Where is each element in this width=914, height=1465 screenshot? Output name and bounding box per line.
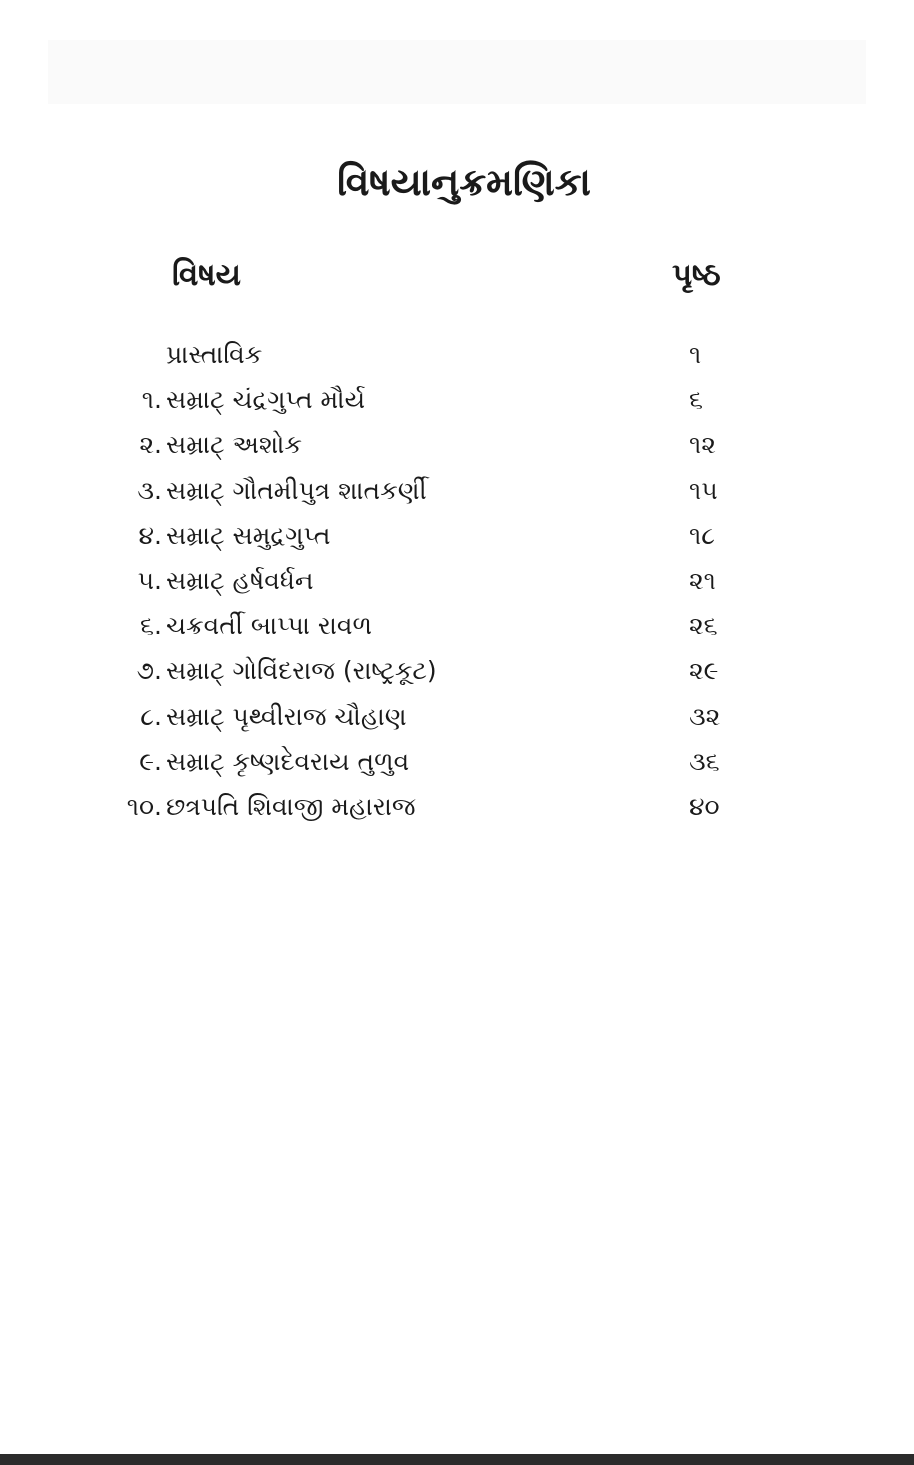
toc-entry-number: ૬.: [140, 611, 162, 641]
toc-entry: [0, 694, 914, 739]
toc-entry-number: ૨.: [139, 430, 162, 460]
toc-entry-page: ૧૨: [689, 430, 716, 460]
toc-entry-page: ૧૮: [689, 520, 716, 550]
table-of-contents: [0, 332, 914, 829]
toc-entry: [0, 468, 914, 513]
toc-entry-number: ૫.: [137, 565, 162, 595]
toc-entry-title: પ્રાસ્તાવિક: [166, 340, 263, 369]
toc-entry: [0, 422, 914, 467]
toc-entry-page: ૧૫: [689, 475, 718, 505]
toc-entry-title: સમ્રાટ્ ગૌતમીપુત્ર શાતકર્ણી: [166, 475, 427, 505]
toc-entry-page: ૩૨: [689, 701, 721, 731]
toc-entry: [0, 603, 914, 648]
toc-entry: [0, 377, 914, 422]
toc-entry: [0, 513, 914, 558]
toc-entry-title: સમ્રાટ્ સમુદ્રગુપ્ત: [166, 520, 331, 550]
toc-entry-title: છત્રપતિ શિવાજી મહારાજ: [166, 791, 416, 821]
subject-column-header: વિષય: [172, 257, 242, 293]
toc-entry-page: ૪૦: [689, 791, 720, 821]
toc-entry-page: ૨૯: [689, 656, 719, 686]
toc-entry-title: સમ્રાટ્ પૃથ્વીરાજ ચૌહાણ: [166, 701, 407, 731]
toc-entry-title: સમ્રાટ્ કૃષ્ણદેવરાય તુળુવ: [166, 746, 410, 776]
toc-entry: [0, 558, 914, 603]
toc-entry: [0, 784, 914, 829]
toc-entry-page: ૨૬: [689, 611, 718, 641]
page-column-header: પૃષ્ઠ: [672, 257, 721, 293]
toc-entry-number: ૧.: [141, 385, 162, 415]
toc-entry-number: ૪.: [138, 520, 162, 550]
top-band: [48, 40, 866, 104]
toc-entry: [0, 332, 914, 377]
toc-entry-number: ૭.: [136, 656, 162, 686]
toc-entry-title: સમ્રાટ્ ગોવિંદરાજ (રાષ્ટ્રકૂટ): [166, 656, 437, 686]
page-title: વિષયાનુક્રમણિકા: [337, 160, 591, 204]
toc-entry: [0, 739, 914, 784]
toc-entry-number: ૧૦.: [126, 791, 162, 821]
toc-entry-page: ૬: [689, 385, 704, 415]
toc-entry-page: ૩૬: [689, 746, 720, 776]
bottom-bar: [0, 1454, 914, 1465]
toc-entry-title: સમ્રાટ્ ચંદ્રગુપ્ત મૌર્ય: [166, 385, 366, 415]
toc-entry-number: ૯.: [139, 746, 162, 776]
toc-entry-number: ૩.: [137, 475, 162, 505]
toc-entry-title: સમ્રાટ્ હર્ષવર્ધન: [166, 565, 314, 595]
toc-entry-title: ચક્રવર્તી બાપ્પા રાવળ: [166, 611, 372, 641]
toc-entry-page: ૧: [689, 340, 702, 369]
toc-entry-page: ૨૧: [689, 565, 716, 595]
toc-entry-title: સમ્રાટ્ અશોક: [166, 430, 303, 460]
toc-entry-number: ૮.: [140, 701, 162, 731]
toc-entry: [0, 648, 914, 693]
